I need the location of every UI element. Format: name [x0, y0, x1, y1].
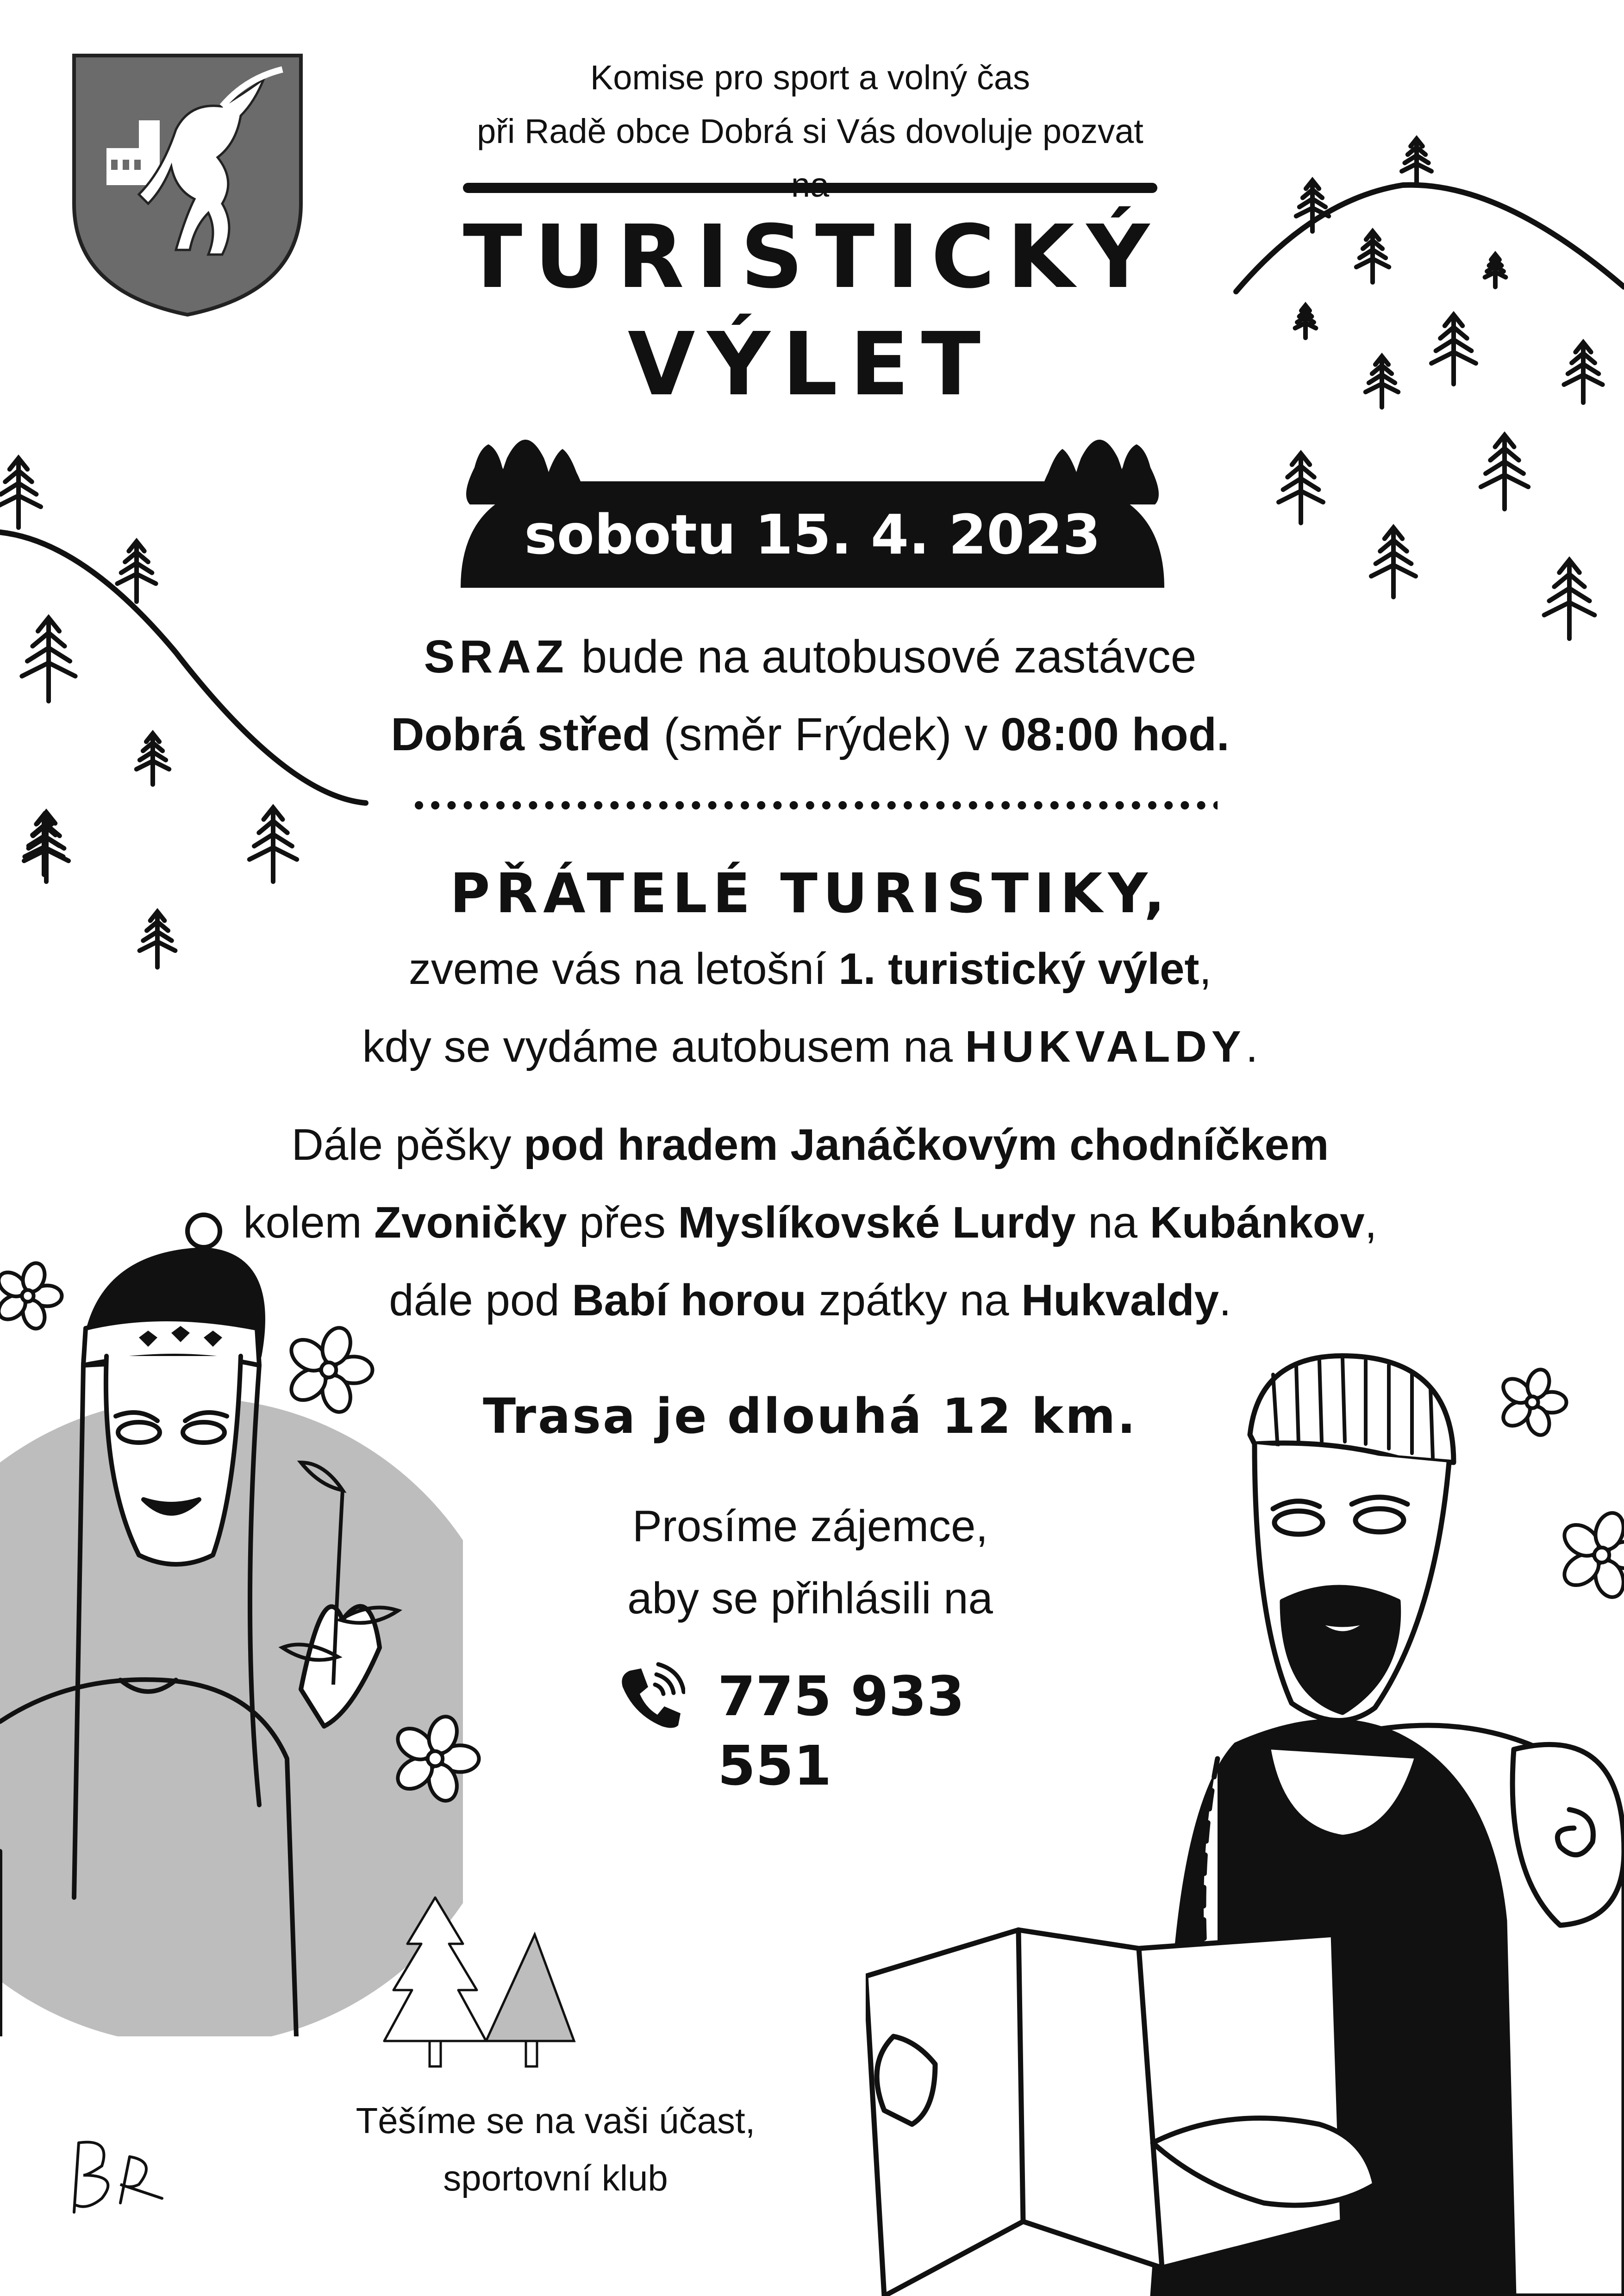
pine-tree-icon — [22, 618, 75, 701]
divider-dot — [1116, 801, 1124, 809]
divider-dot — [1083, 801, 1091, 809]
route-stop: Kubánkov — [1149, 1198, 1365, 1247]
divider-dot — [594, 801, 602, 809]
divider-dot — [725, 801, 733, 809]
divider-dot — [757, 801, 765, 809]
divider-dot — [1148, 801, 1156, 809]
invite-line-1 — [231, 930, 1389, 1008]
invite-text — [231, 930, 1389, 1086]
meeting-direction: (směr Frýdek) v — [650, 709, 1001, 760]
divider-dot — [936, 801, 944, 809]
divider-dot — [512, 801, 521, 809]
pine-tree-icon — [1402, 139, 1431, 185]
route-stop: Hukvaldy — [1021, 1276, 1219, 1325]
invite-text-a: zveme vás na letošní — [408, 944, 839, 994]
divider-dot — [708, 801, 717, 809]
title-line-2: VÝLET — [627, 314, 993, 415]
meeting-stop: Dobrá střed — [391, 709, 651, 760]
divider-dot — [1132, 801, 1140, 809]
divider-dot — [1018, 801, 1026, 809]
pine-tree-icon — [117, 541, 156, 602]
divider-dot — [659, 801, 668, 809]
divider-dot — [773, 801, 781, 809]
divider-dot — [1181, 801, 1189, 809]
route-stop: Babí horou — [572, 1276, 806, 1325]
title-line-1: TURISTICKÝ — [463, 206, 1162, 308]
meeting-line-2 — [324, 696, 1296, 773]
pine-tree-icon — [1366, 356, 1398, 407]
divider-dot — [855, 801, 863, 809]
divider-dot — [1001, 801, 1010, 809]
invite-comma: , — [1199, 944, 1212, 994]
phone-number[interactable]: 775 933 551 — [718, 1664, 965, 1798]
closing-line-2: sportovní klub — [443, 2158, 668, 2198]
intro-line-2: při Radě obce Dobrá si Vás dovoluje pozvat — [477, 112, 1143, 150]
crest-goat-icon — [69, 51, 306, 319]
divider-dot — [643, 801, 651, 809]
divider-dot — [920, 801, 928, 809]
divider-dot — [464, 801, 472, 809]
divider-dot — [1050, 801, 1059, 809]
divider-dot — [904, 801, 912, 809]
divider-dot — [953, 801, 961, 809]
pine-tree-icon — [0, 458, 41, 528]
divider-dot — [985, 801, 993, 809]
divider-dot — [545, 801, 554, 809]
meeting-place-text: bude na autobusové zastávce — [568, 631, 1197, 683]
route-line-1 — [208, 1106, 1412, 1184]
divider-dot — [887, 801, 896, 809]
pine-tree-icon — [1296, 180, 1329, 231]
small-trees-icon — [380, 1893, 583, 2087]
intro-line-1: Komise pro sport a volný čas — [590, 58, 1031, 97]
divider-dot — [447, 801, 456, 809]
divider-dot — [610, 801, 618, 809]
route-length: Trasa je dlouhá 12 km. — [483, 1388, 1137, 1444]
meeting-label: SRAZ — [424, 631, 568, 683]
divider-dot — [675, 801, 684, 809]
route-text: dále pod — [389, 1276, 572, 1325]
pine-tree-icon — [1544, 560, 1595, 639]
title-rule — [463, 183, 1157, 193]
signup-line-2: aby se přihlásili na — [627, 1574, 993, 1623]
divider-dot — [496, 801, 505, 809]
route-stop: Myslíkovské Lurdy — [678, 1198, 1076, 1247]
meeting-time: 08:00 hod. — [1000, 709, 1230, 760]
pine-tree-icon — [140, 912, 175, 967]
divider-dot — [822, 801, 831, 809]
divider-dot — [431, 801, 439, 809]
pine-tree-icon — [1481, 435, 1528, 509]
artist-signature-icon — [60, 2129, 171, 2221]
divider-dot — [806, 801, 814, 809]
pine-tree-icon — [1279, 454, 1323, 523]
pine-tree-icon — [1485, 255, 1506, 287]
divider-dot — [871, 801, 880, 809]
route-text: přes — [567, 1198, 678, 1247]
divider-dot — [627, 801, 635, 809]
divider-dot — [1067, 801, 1075, 809]
divider-dot — [790, 801, 798, 809]
divider-dot — [480, 801, 488, 809]
closing-text — [231, 2092, 880, 2207]
meeting-info — [324, 618, 1296, 773]
invite-period: . — [1245, 1022, 1258, 1071]
invite-line-2 — [231, 1008, 1389, 1086]
dotted-divider — [412, 798, 1218, 812]
route-text: Dále pěšky — [291, 1120, 524, 1170]
pine-tree-icon — [1371, 528, 1416, 597]
route-path: pod hradem Janáčkovým chodníčkem — [524, 1120, 1329, 1170]
greeting-heading: PŘÁTELÉ TURISTIKY, — [450, 861, 1171, 925]
divider-dot — [692, 801, 700, 809]
hill-trees-right — [1222, 130, 1624, 662]
page-title — [463, 204, 1162, 418]
pine-tree-icon — [1356, 231, 1389, 282]
route-text: , — [1364, 1198, 1377, 1247]
hiker-man-illustration — [866, 1342, 1624, 2296]
pine-tree-icon — [1431, 315, 1476, 384]
divider-dot — [1164, 801, 1173, 809]
divider-dot — [415, 801, 423, 809]
route-stop: Zvoničky — [374, 1198, 567, 1247]
pine-tree-icon — [137, 734, 169, 784]
route-text: kolem — [243, 1198, 375, 1247]
divider-dot — [969, 801, 977, 809]
divider-dot — [1034, 801, 1043, 809]
hill-trees-left — [0, 435, 398, 990]
route-text: na — [1075, 1198, 1150, 1247]
invite-text-b: kdy se vydáme autobusem na — [362, 1022, 965, 1071]
closing-line-1: Těšíme se na vaši účast, — [356, 2100, 756, 2141]
pine-tree-icon — [1295, 305, 1316, 338]
phone-icon — [616, 1661, 685, 1731]
divider-dot — [838, 801, 847, 809]
route-text: . — [1219, 1276, 1231, 1325]
invite-destination: HUKVALDY — [965, 1022, 1246, 1071]
divider-dot — [741, 801, 749, 809]
event-date: sobotu 15. 4. 2023 — [524, 503, 1101, 566]
route-text: zpátky na — [806, 1276, 1022, 1325]
pine-tree-icon — [250, 808, 297, 882]
signup-line-1: Prosíme zájemce, — [632, 1501, 988, 1551]
pine-tree-icon — [1564, 342, 1602, 403]
divider-dot — [578, 801, 586, 809]
divider-dot — [1213, 801, 1218, 809]
divider-dot — [1099, 801, 1107, 809]
invite-trip: 1. turistický výlet — [838, 944, 1199, 994]
divider-dot — [562, 801, 570, 809]
divider-dot — [529, 801, 537, 809]
divider-dot — [1197, 801, 1206, 809]
meeting-line-1 — [324, 618, 1296, 696]
pine-tree-icon — [24, 812, 69, 882]
